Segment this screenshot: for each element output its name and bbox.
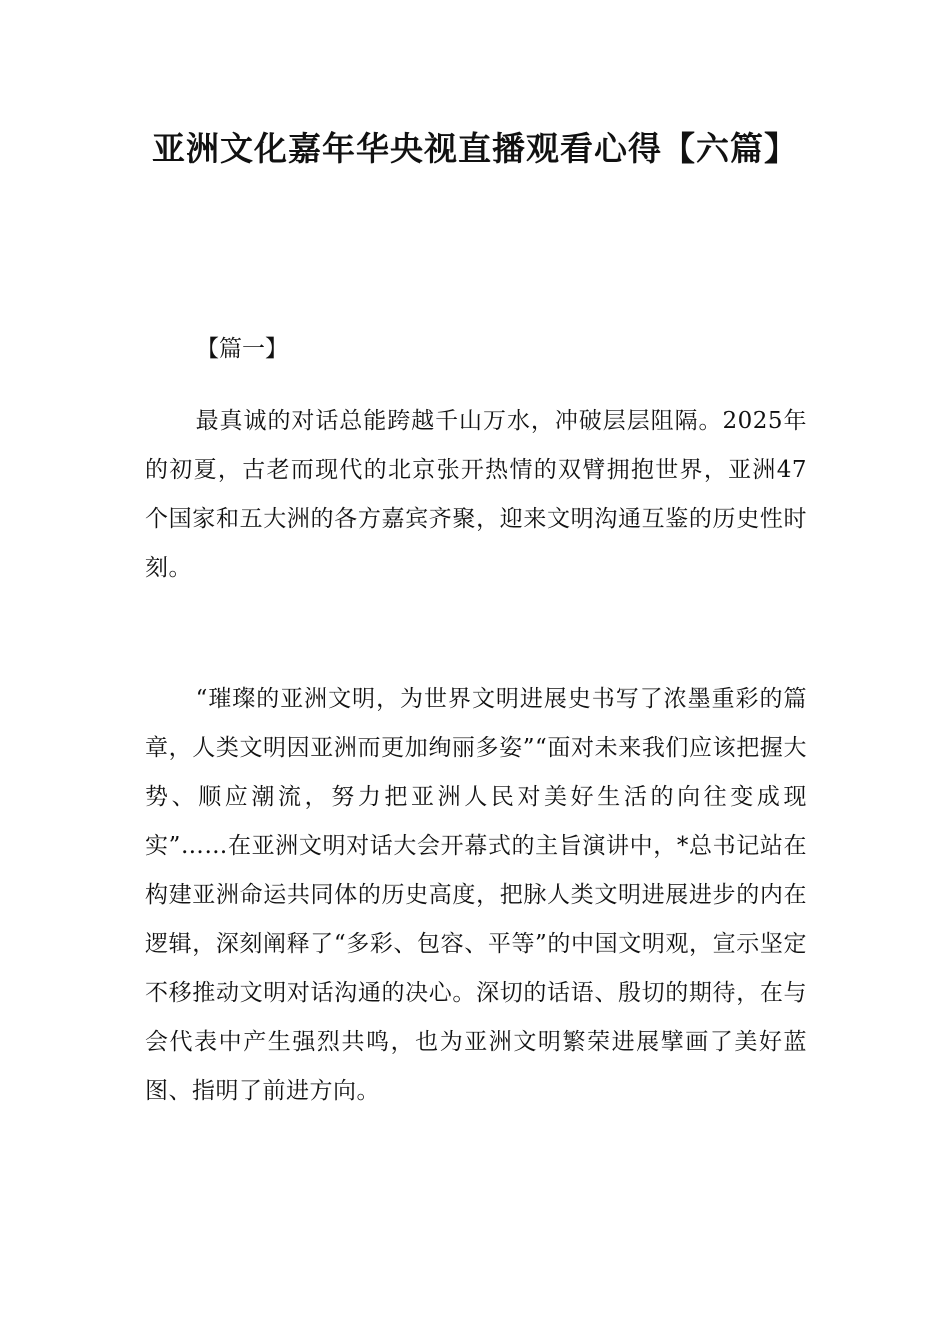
paragraph-2: “璀璨的亚洲文明，为世界文明进展史书写了浓墨重彩的篇章，人类文明因亚洲而更加绚丽多姿”“面对未来我们应该把握大势、顺应潮流，努力把亚洲人民对美好生活的向往变成现实”……在亚洲文明对话大会开幕式的主旨演讲中，*总书记站在构建亚洲命运共同体的历史高度，把脉人类文明进展进步的内在逻辑，深刻阐释了“多彩、包容、平等”的中国文明观，宣示坚定不移推动文明对话沟通的决心。深切的话语、殷切的期待，在与会代表中产生强烈共鸣，也为亚洲文明繁荣进展擘画了美好蓝图、指明了前进方向。: [145, 686, 807, 1104]
section-label: 【篇一】: [196, 336, 288, 362]
paragraph-1: 最真诚的对话总能跨越千山万水，冲破层层阻隔。2025年的初夏，古老而现代的北京张开热情的双臂拥抱世界，亚洲47个国家和五大洲的各方嘉宾齐聚，迎来文明沟通互鉴的历史性时刻。: [145, 408, 807, 581]
document-title: 亚洲文化嘉年华央视直播观看心得【六篇】: [152, 129, 798, 168]
